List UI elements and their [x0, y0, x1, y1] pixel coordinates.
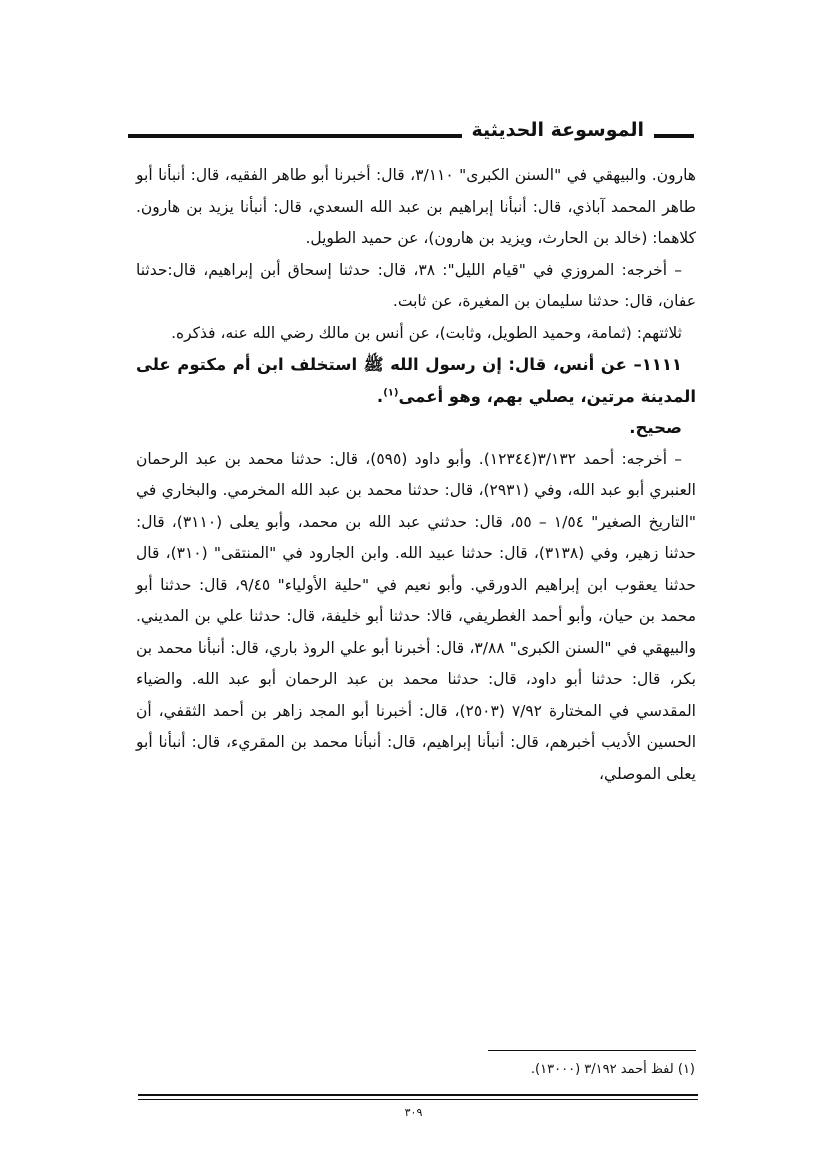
- paragraph-1: هارون. والبيهقي في "السنن الكبرى" ٣/١١٠، قال: أخبرنا أبو طاهر الفقيه، قال: أنبأنا أبو طاهر المحمد آباذي، قال: أنبأنا إبراهيم بن عبد الله السعدي، قال: أنبأنا يزيد بن هارون. كلاهما: (خالد بن الحارث، ويزيد بن هارون)، عن حميد الطويل.: [136, 166, 696, 247]
- header-rule-long: [128, 134, 462, 138]
- hadith-end: .: [376, 386, 384, 406]
- running-header: [128, 112, 694, 148]
- paragraph-3: ثلاثتهم: (ثمامة، وحميد الطويل، وثابت)، عن أنس بن مالك رضي الله عنه، فذكره.: [171, 323, 682, 342]
- hadith-text: [136, 349, 696, 412]
- footer-rule-thick: [138, 1094, 698, 1096]
- hadith-grade: صحيح.: [629, 418, 682, 437]
- hadith-body: ١١١١– عن أنس، قال: إن رسول الله ﷺ استخلف ابن أم مكتوم على المدينة مرتين، يصلي بهم، وهو أعمى: [136, 355, 696, 406]
- header-rule-short: [654, 134, 694, 138]
- header-title: الموسوعة الحديثية: [471, 119, 644, 141]
- footnote: (١) لفظ أحمد ٣/١٩٢ (١٣٠٠٠).: [530, 1062, 695, 1077]
- footnote-reference[interactable]: (١): [383, 387, 399, 398]
- paragraph-2: – أخرجه: المروزي في "قيام الليل": ٣٨، قال: حدثنا إسحاق أبن إبراهيم، قال:حدثنا عفان، قال: حدثنا سليمان بن المغيرة، عن ثابت.: [136, 260, 696, 310]
- takhrij-paragraph: – أخرجه: أحمد ٣/١٣٢(١٢٣٤٤). وأبو داود (٥٩٥)، قال: حدثنا محمد بن عبد الرحمان العنبري أبو عبد الله، وفي (٢٩٣١)، قال: حدثنا محمد بن عبد الله المخرمي. والبخاري في "التاريخ الصغير" ١/٥٤ – ٥٥، قال: حدثني عبد الله بن محمد، وأبو يعلى (٣١١٠)، قال: حدثنا زهير، وفي (٣١٣٨)، قال: حدثنا عبيد الله. وابن الجارود في "المنتقى" (٣١٠)، قال حدثنا يعقوب ابن إبراهيم الدورقي. وأبو نعيم في "حلية الأولياء" ٩/٤٥، قال: حدثنا أبو محمد بن حيان، وأبو أحمد الغطريفي، قالا: حدثنا أبو خليفة، قال: حدثنا علي بن المديني. والبيهقي في "السنن الكبرى" ٣/٨٨، قال: أخبرنا أبو علي الروذ باري، قال: أنبأنا محمد بن بكر، قال: حدثنا أبو داود، قال: حدثنا محمد بن عبد الرحمان أبو عبد الله. والضياء المقدسي في المختارة ٧/٩٢ (٢٥٠٣)، قال: أخبرنا أبو المجد زاهر بن أحمد الثقفي، أن الحسين الأديب أخبرهم، قال: أنبأنا إبراهيم، قال: أنبأنا محمد بن المقريء، قال: أنبأنا أبو يعلى الموصلي،: [136, 449, 696, 783]
- footer-rule-thin: [138, 1099, 698, 1100]
- page-number: ٣٠٩: [404, 1106, 423, 1119]
- main-text: [136, 160, 696, 790]
- footnote-separator: [488, 1050, 696, 1051]
